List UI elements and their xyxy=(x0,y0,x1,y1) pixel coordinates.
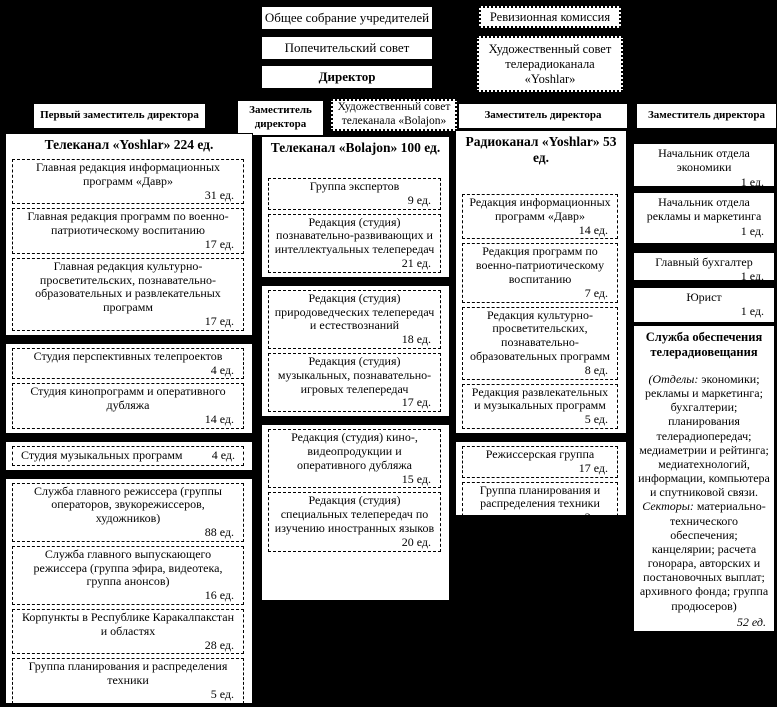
unit-count: 8 ед. xyxy=(584,362,608,377)
dept-box: Студия перспективных телепроектов 4 ед. xyxy=(12,348,244,380)
dept-box: Режиссерская группа 17 ед. xyxy=(462,446,618,478)
unit-count: 52 ед. xyxy=(736,614,766,629)
audit-commission-label: Ревизионная комиссия xyxy=(489,9,611,24)
unit-count: 20 ед. xyxy=(401,534,431,549)
founders-meeting-box xyxy=(261,6,433,30)
lawyer-box: Юрист 1 ед. xyxy=(633,287,775,323)
art-council-yoshlar-label: Художественный совет телерадиоканала «Yoshlar» xyxy=(488,41,612,86)
column-radio-yoshlar-header: Радиоканал «Yoshlar» 53 ед. xyxy=(465,134,617,165)
deputy-radio-label: Заместитель директора xyxy=(484,109,602,122)
trustees-board-box xyxy=(261,36,433,60)
economics-head-box: Начальник отдела экономики 1 ед. xyxy=(633,143,775,187)
audit-commission-box xyxy=(479,6,621,28)
column-tv-yoshlar-header: Телеканал «Yoshlar» 224 ед. xyxy=(44,137,214,152)
broadcast-support-service-title: Служба обеспечения телерадиовещания xyxy=(645,330,763,359)
dept-box: Группа планирования и распределения техники 5 ед. xyxy=(12,658,244,703)
unit-count: 15 ед. xyxy=(401,471,431,486)
dept-box: Главная редакция информационных программ «Давр» 31 ед. xyxy=(12,159,244,204)
marketing-head-box: Начальник отдела рекламы и маркетинга 1 ед. xyxy=(633,192,775,244)
dept-box: Группа планирования и распределения техники 2 ед. xyxy=(462,482,618,527)
unit-count: 1 ед. xyxy=(740,269,764,284)
unit-count: 28 ед. xyxy=(204,637,234,652)
deputy-bolajon-label: Заместитель директора xyxy=(249,104,312,130)
unit-count: 17 ед. xyxy=(204,236,234,251)
deputy-radio-box xyxy=(458,103,628,129)
unit-count: 17 ед. xyxy=(401,395,431,410)
unit-count: 14 ед. xyxy=(578,222,608,237)
dept-box: Редакция (студия) специальных телепередач по изучению иностранных языков 20 ед. xyxy=(268,492,441,551)
column-tv-yoshlar xyxy=(5,133,253,704)
trustees-board-label: Попечительский совет xyxy=(284,39,410,55)
dept-box: Главная редакция программ по военно-патриотическому воспитанию 17 ед. xyxy=(12,208,244,253)
dept-box: Главная редакция культурно-просветительских, познавательно-образовательных и развлекательных программ 17 ед. xyxy=(12,258,244,331)
dept-box: Редакция информационных программ «Давр» 14 ед. xyxy=(462,194,618,239)
divider xyxy=(5,433,253,442)
chief-accountant-box: Главный бухгалтер 1 ед. xyxy=(633,252,775,281)
director-label: Директор xyxy=(318,68,376,84)
dept-box: Служба главного выпускающего режиссера (группа эфира, видеотека, группа анонсов) 16 ед. xyxy=(12,546,244,605)
unit-count: 4 ед. xyxy=(210,362,234,377)
unit-count: 14 ед. xyxy=(204,411,234,426)
unit-count: 17 ед. xyxy=(204,313,234,328)
broadcast-support-service-body: (Отделы: экономики; рекламы и маркетинга; бухгалтерии; планирования телерадиопередач; медиаметрии и рейтинга; медиатехнологий, информации, компьютера и спутниковой связи. Секторы: материально-технического обеспечения; канцелярии; расчета гонорара, авторских и постановочных выплат; архивного фонда; группа продюсеров) xyxy=(638,372,770,613)
unit-count: 17 ед. xyxy=(578,460,608,475)
founders-meeting-label: Общее собрание учредителей xyxy=(264,9,430,25)
unit-count: 21 ед. xyxy=(401,255,431,270)
divider xyxy=(261,416,450,425)
director-box xyxy=(261,65,433,89)
unit-count: 16 ед. xyxy=(204,588,234,603)
unit-count: 31 ед. xyxy=(204,187,234,202)
divider xyxy=(455,433,627,442)
deputy-admin-box xyxy=(636,103,777,129)
unit-count: 1 ед. xyxy=(740,223,764,238)
dept-box: Группа экспертов 9 ед. xyxy=(268,178,441,210)
column-tv-bolajon xyxy=(261,136,450,601)
dept-box: Студия кинопрограмм и оперативного дубляжа 14 ед. xyxy=(12,383,244,428)
dept-box: Редакция (студия) кино-, видеопродукции и оперативного дубляжа 15 ед. xyxy=(268,429,441,488)
column-radio-yoshlar xyxy=(455,130,627,525)
first-deputy-label: Первый заместитель директора xyxy=(40,109,199,122)
broadcast-support-service-box xyxy=(633,325,775,632)
dept-box: Редакция (студия) познавательно-развивающих и интеллектуальных телепередач 21 ед. xyxy=(268,214,441,273)
unit-count: 7 ед. xyxy=(584,285,608,300)
unit-count: 4 ед. xyxy=(211,447,235,462)
unit-count: 9 ед. xyxy=(407,192,431,207)
dept-box: Редакция развлекательных и музыкальных программ 5 ед. xyxy=(462,384,618,429)
unit-count: 18 ед. xyxy=(401,332,431,347)
unit-count: 5 ед. xyxy=(210,686,234,701)
divider xyxy=(5,335,253,344)
column-tv-bolajon-header: Телеканал «Bolajon» 100 ед. xyxy=(270,140,441,155)
unit-count: 1 ед. xyxy=(740,174,764,189)
divider xyxy=(261,277,450,286)
dept-box: Редакция программ по военно-патриотическому воспитанию 7 ед. xyxy=(462,243,618,302)
divider xyxy=(5,470,253,479)
unit-count: 2 ед. xyxy=(584,510,608,525)
first-deputy-box xyxy=(33,103,206,129)
unit-count: 5 ед. xyxy=(584,412,608,427)
dept-box: Редакция культурно-просветительских, познавательно-образовательных программ 8 ед. xyxy=(462,307,618,380)
unit-count: 88 ед. xyxy=(204,524,234,539)
art-council-bolajon-label: Художественный совет телеканала «Bolajon» xyxy=(337,101,451,127)
dept-box: Служба главного режиссера (группы операторов, звукорежиссеров, художников) 88 ед. xyxy=(12,483,244,542)
dept-box: Корпункты в Республике Каракалпакстан и областях 28 ед. xyxy=(12,609,244,654)
dept-box: Студия музыкальных программ 4 ед. xyxy=(12,446,244,466)
deputy-admin-label: Заместитель директора xyxy=(647,109,766,122)
art-council-bolajon-box xyxy=(331,99,457,131)
dept-box: Редакция (студия) природоведческих телепередач и естествознаний 18 ед. xyxy=(268,290,441,349)
unit-count: 1 ед. xyxy=(740,304,764,319)
deputy-bolajon-box xyxy=(237,100,324,136)
dept-box: Редакция (студия) музыкальных, познавательно-игровых телепередач 17 ед. xyxy=(268,353,441,412)
art-council-yoshlar-box xyxy=(477,36,623,92)
